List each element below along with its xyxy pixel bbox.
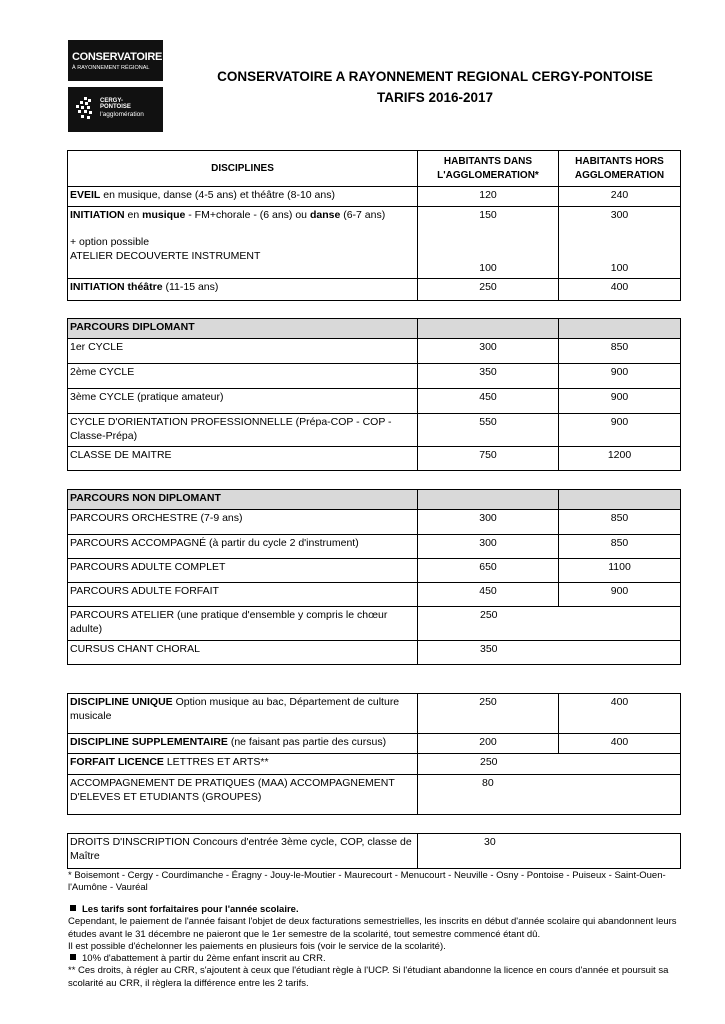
- price-agglo: 120: [418, 187, 559, 207]
- table-disciplines: [67, 693, 681, 815]
- page-subtitle: TARIFS 2016-2017: [376, 90, 494, 105]
- price-hors: 300 100: [559, 207, 681, 279]
- table-row: 3ème CYCLE (pratique amateur) 450 900: [68, 389, 681, 414]
- logo-line2: À RAYONNEMENT RÉGIONAL: [72, 65, 150, 71]
- header-disciplines: DISCIPLINES: [68, 151, 418, 187]
- table-row: [68, 187, 681, 207]
- row-label: EVEIL en musique, danse (4-5 ans) et théâtre (8-10 ans): [68, 187, 418, 207]
- dots-icon: [74, 97, 94, 121]
- page-title: CONSERVATOIRE A RAYONNEMENT REGIONAL CERGY-PONTOISE: [217, 69, 653, 84]
- square-bullet-icon: [70, 905, 76, 911]
- table-row: DROITS D'INSCRIPTION Concours d'entrée 3ème cycle, COP, classe de Maître 30: [68, 834, 681, 869]
- conservatoire-logo: [68, 40, 163, 81]
- table-row: DISCIPLINE UNIQUE Option musique au bac, Département de culture musicale 250 400: [68, 694, 681, 734]
- table-row: [68, 279, 681, 301]
- table-droits-inscription: [67, 833, 681, 869]
- square-bullet-icon: [70, 954, 76, 960]
- table-row: [68, 207, 681, 279]
- table-row: ACCOMPAGNEMENT DE PRATIQUES (MAA) ACCOMPAGNEMENT D'ELEVES ET ETUDIANTS (GROUPES) 80: [68, 775, 681, 815]
- conditions-note: Les tarifs sont forfaitaires pour l'année scolaire. Cependant, le paiement de l'année faisant l'objet de deux facturations semestrielles, les inscrits en début d'année scolaire qui abandonnent leurs études avant le 31 décembre ne paieront que le 1er semestre de la scolarité, tout semestre commencé étant dû. Il est possible d'échelonner les paiements en plusieurs fois (voir le service de la scolarité). 10% d'abattement à partir du 2ème enfant inscrit au CRR. ** Ces droits, à régler au CRR, s'ajoutent à ceux que l'étudiant règle à l'UCP. Si l'étudiant abandonne la licence en cours d'année et poursuit sa scolarité au CRR, il règlera la différence entre les 2 tarifs.: [68, 904, 677, 989]
- row-label: INITIATION en musique - FM+chorale - (6 ans) ou danse (6-7 ans) + option possible ATELIER DECOUVERTE INSTRUMENT: [68, 207, 418, 279]
- header-habitants-dans: HABITANTS DANS L'AGGLOMERATION*: [418, 151, 559, 187]
- price-hors: 240: [559, 187, 681, 207]
- header-habitants-hors: HABITANTS HORS AGGLOMERATION: [559, 151, 681, 187]
- table-row: CURSUS CHANT CHORAL 350: [68, 641, 681, 665]
- table-row: PARCOURS ATELIER (une pratique d'ensemble y compris le chœur adulte) 250: [68, 607, 681, 641]
- table-parcours-diplomant: [67, 318, 681, 471]
- communes-note: * Boisemont - Cergy - Courdimanche - Éragny - Jouy-le-Moutier - Maurecourt - Menucourt - Neuville - Osny - Pontoise - Puiseux - Saint-Ouen-l'Aumône - Vauréal: [68, 870, 666, 894]
- table-row: PARCOURS ADULTE FORFAIT 450 900: [68, 583, 681, 607]
- row-label: INITIATION théâtre (11-15 ans): [68, 279, 418, 301]
- logo-line1: CONSERVATOIRE: [72, 51, 163, 63]
- price-agglo: 250: [418, 279, 559, 301]
- table-general: [67, 150, 681, 301]
- logo-agglomeration: l'agglomération: [100, 111, 144, 118]
- table-row: CLASSE DE MAITRE 750 1200: [68, 447, 681, 471]
- cergy-pontoise-logo: [68, 87, 163, 132]
- table-row: 1er CYCLE 300 850: [68, 339, 681, 364]
- table-row: 2ème CYCLE 350 900: [68, 364, 681, 389]
- price-hors: 400: [559, 279, 681, 301]
- table-row: CYCLE D'ORIENTATION PROFESSIONNELLE (Prépa-COP - COP - Classe-Prépa) 550 900: [68, 414, 681, 447]
- table-row: FORFAIT LICENCE LETTRES ET ARTS** 250: [68, 754, 681, 775]
- table-parcours-non-diplomant: [67, 489, 681, 665]
- section-heading: PARCOURS DIPLOMANT: [68, 319, 418, 339]
- table-row: PARCOURS ACCOMPAGNÉ (à partir du cycle 2 d'instrument) 300 850: [68, 535, 681, 559]
- table-row: PARCOURS ADULTE COMPLET 650 1100: [68, 559, 681, 583]
- logo-cergy: CERGY- PONTOISE: [100, 98, 131, 110]
- price-agglo: 150 100: [418, 207, 559, 279]
- table-row: PARCOURS ORCHESTRE (7-9 ans) 300 850: [68, 510, 681, 535]
- table-row: DISCIPLINE SUPPLEMENTAIRE (ne faisant pas partie des cursus) 200 400: [68, 734, 681, 754]
- section-heading: PARCOURS NON DIPLOMANT: [68, 490, 418, 510]
